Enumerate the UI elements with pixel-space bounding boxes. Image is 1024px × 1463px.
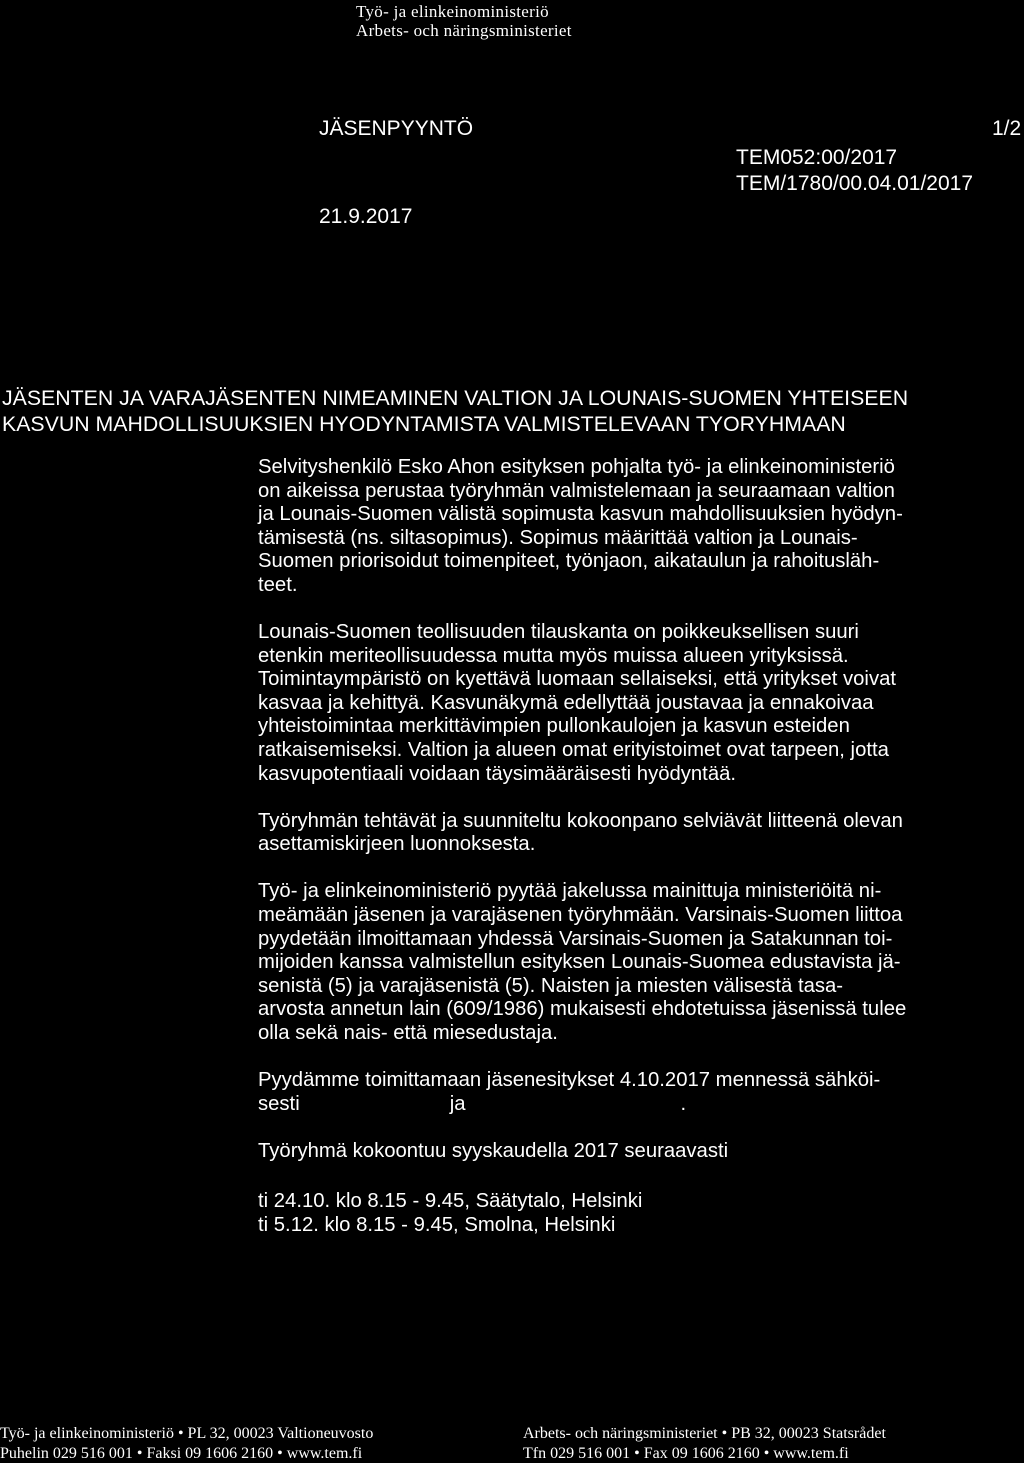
title-line: KASVUN MAHDOLLISUUKSIEN HYODYNTAMISTA VALMISTELEVAAN TYORYHMAAN <box>2 412 846 436</box>
text-line: arvosta annetun lain (609/1986) mukaisesti ehdotetuissa jäsenissä tulee <box>258 998 907 1021</box>
text-line: Selvityshenkilö Esko Ahon esityksen pohjalta työ- ja elinkeinoministeriö <box>258 456 895 478</box>
paragraph-deadline <box>258 1069 938 1116</box>
footer-address-finnish: Työ- ja elinkeinoministeriö • PL 32, 00023 Valtioneuvosto <box>0 1425 374 1442</box>
text-line: yhteistoimintaa merkittävimpien pullonkaulojen ja kasvun esteiden <box>258 715 850 738</box>
text-line: olla sekä nais- että miesedustaja. <box>258 1021 558 1044</box>
ministry-name-finnish: Työ- ja elinkeinoministeriö <box>356 2 549 21</box>
text-line: mijoiden kanssa valmistellun esityksen Lounais-Suomea edustavista jä- <box>258 951 901 974</box>
text-line: etenkin meriteollisuudessa mutta myös muissa alueen yrityksissä. <box>258 644 849 667</box>
meeting-schedule <box>258 1190 938 1237</box>
text-fragment: . <box>680 1092 687 1115</box>
footer-contact-swedish: Tfn 029 516 001 • Fax 09 1606 2160 • www.tem.fi <box>523 1445 849 1462</box>
text-fragment: sesti <box>258 1092 300 1115</box>
text-line: Työryhmä kokoontuu syyskaudella 2017 seuraavasti <box>258 1139 729 1162</box>
footer-address-swedish: Arbets- och näringsministeriet • PB 32, 00023 Statsrådet <box>523 1425 886 1442</box>
text-line: Toimintaympäristö on kyettävä luomaan sellaiseksi, että yritykset voivat <box>258 668 896 691</box>
reference-number-1: TEM052:00/2017 <box>736 146 898 169</box>
text-line-redacted <box>258 1093 938 1117</box>
text-line: senistä (5) ja varajäsenistä (5). Naisten ja miesten välisestä tasa- <box>258 974 844 997</box>
text-line: Työryhmän tehtävät ja suunniteltu kokoonpano selviävät liitteenä olevan <box>258 809 903 832</box>
paragraph-meetings-intro <box>258 1140 938 1164</box>
paragraph-intro <box>258 456 938 598</box>
schedule-item: ti 5.12. klo 8.15 - 9.45, Smolna, Helsinki <box>258 1213 616 1236</box>
text-line: on aikeissa perustaa työryhmän valmistelemaan ja seuraamaan valtion <box>258 479 895 502</box>
title-line: JÄSENTEN JA VARAJÄSENTEN NIMEAMINEN VALTION JA LOUNAIS-SUOMEN YHTEISEEN <box>2 386 909 410</box>
text-line: meämään jäsenen ja varajäsenen työryhmään. Varsinais-Suomen liittoa <box>258 904 903 926</box>
reference-number-2: TEM/1780/00.04.01/2017 <box>736 172 974 195</box>
text-line: ja Lounais-Suomen välistä sopimusta kasvun mahdollisuuksien hyödyn- <box>258 503 903 526</box>
text-line: Pyydämme toimittamaan jäsenesitykset 4.10.2017 mennessä sähköi- <box>258 1069 881 1092</box>
page-number: 1/2 <box>992 117 1022 140</box>
paragraph-request <box>258 880 938 1045</box>
footer-contact-finnish: Puhelin 029 516 001 • Faksi 09 1606 2160 • www.tem.fi <box>0 1445 363 1462</box>
paragraph-background <box>258 621 938 786</box>
text-line: teet. <box>258 573 298 596</box>
text-line: kasvaa ja kehittyä. Kasvunäkymä edellyttää joustavaa ja ennakoivaa <box>258 691 874 714</box>
text-line: ratkaisemiseksi. Valtion ja alueen omat erityistoimet ovat tarpeen, jotta <box>258 739 889 762</box>
schedule-item: ti 24.10. klo 8.15 - 9.45, Säätytalo, Helsinki <box>258 1190 643 1213</box>
document-date: 21.9.2017 <box>319 205 413 228</box>
text-line: tämisestä (ns. siltasopimus). Sopimus määrittää valtion ja Lounais- <box>258 526 858 549</box>
text-line: asettamiskirjeen luonnoksesta. <box>258 833 536 856</box>
document-body <box>258 456 938 1261</box>
document-type: JÄSENPYYNTÖ <box>319 117 474 140</box>
text-line: Lounais-Suomen teollisuuden tilauskanta on poikkeuksellisen suuri <box>258 621 859 644</box>
document-title <box>2 385 1012 437</box>
text-line: kasvupotentiaali voidaan täysimääräisesti hyödyntää. <box>258 762 737 785</box>
text-line: pyydetään ilmoittamaan yhdessä Varsinais-Suomen ja Satakunnan toi- <box>258 927 893 950</box>
text-line: Suomen priorisoidut toimenpiteet, työnjaon, aikataulun ja rahoitusläh- <box>258 550 880 573</box>
ministry-name-swedish: Arbets- och näringsministeriet <box>356 21 572 40</box>
text-fragment: ja <box>449 1092 466 1115</box>
text-line: Työ- ja elinkeinoministeriö pyytää jakelussa mainittuja ministeriöitä ni- <box>258 880 882 903</box>
paragraph-tasks <box>258 810 938 857</box>
